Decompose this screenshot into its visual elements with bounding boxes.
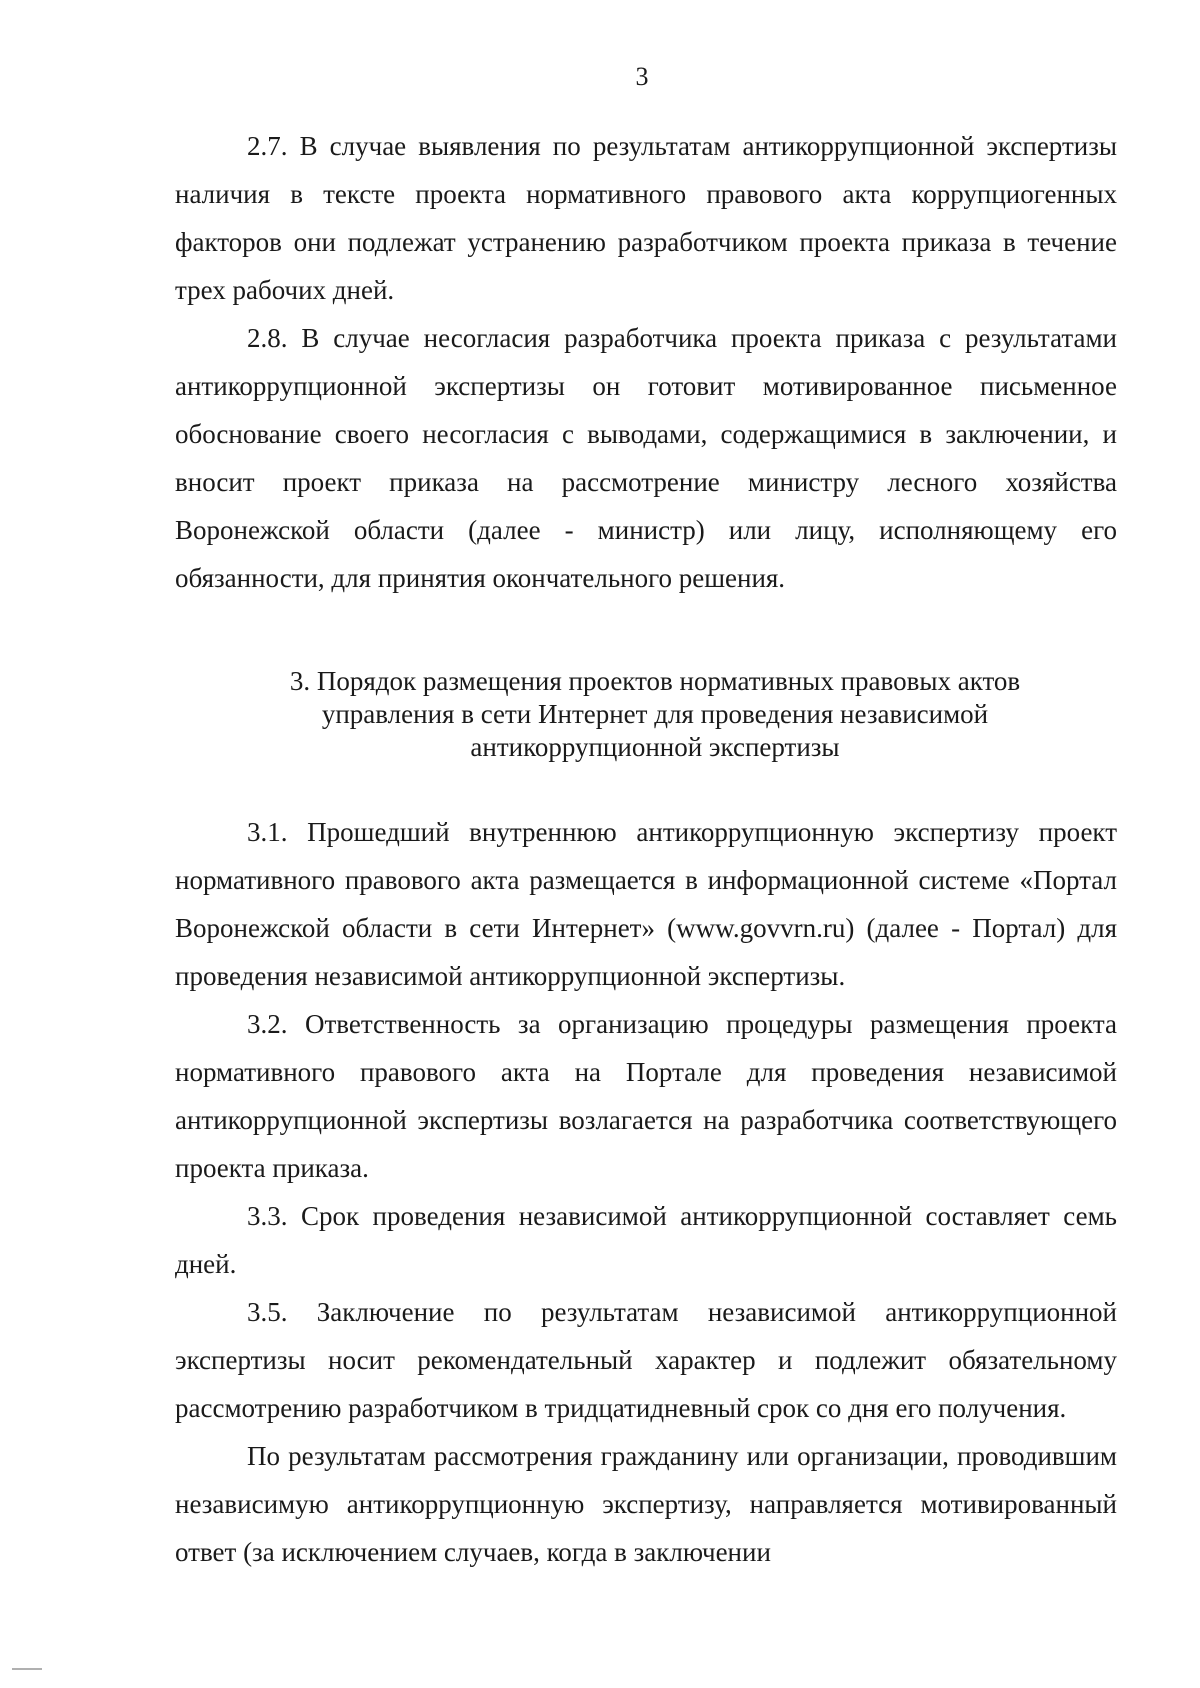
- paragraph-3-3: 3.3. Срок проведения независимой антикоррупционной составляет семь дней.: [175, 1201, 1117, 1279]
- section-2-text: [175, 122, 1117, 602]
- heading-line-2: управления в сети Интернет для проведения независимой: [321, 699, 989, 729]
- paragraph-2-7: 2.7. В случае выявления по результатам антикоррупционной экспертизы наличия в тексте проекта нормативного правового акта коррупциогенных факторов они подлежат устранению разработчиком проекта приказа в течение трех рабочих дней.: [175, 131, 1117, 305]
- paragraph-response: По результатам рассмотрения гражданину или организации, проводившим независимую антикоррупционную экспертизу, направляется мотивированный ответ (за исключением случаев, когда в заключении: [175, 1441, 1117, 1567]
- paragraph-3-5: 3.5. Заключение по результатам независимой антикоррупционной экспертизы носит рекомендательный характер и подлежит обязательному рассмотрению разработчиком в тридцатидневный срок со дня его получения.: [175, 1297, 1117, 1423]
- section-3-heading: [215, 665, 1095, 764]
- paragraph-3-1: 3.1. Прошедший внутреннюю антикоррупционную экспертизу проект нормативного правового акта размещается в информационной системе «Портал Воронежской области в сети Интернет» (www.govvrn.ru) (далее - Портал) для проведения независимой антикоррупционной экспертизы.: [175, 817, 1117, 991]
- paragraph-3-2: 3.2. Ответственность за организацию процедуры размещения проекта нормативного правового акта на Портале для проведения независимой антикоррупционной экспертизы возлагается на разработчика соответствующего проекта приказа.: [175, 1009, 1117, 1183]
- heading-line-3: антикоррупционной экспертизы: [470, 732, 840, 762]
- paragraph-2-8: 2.8. В случае несогласия разработчика проекта приказа с результатами антикоррупционной экспертизы он готовит мотивированное письменное обоснование своего несогласия с выводами, содержащимися в заключении, и вносит проект приказа на рассмотрение министру лесного хозяйства Воронежской области (далее - министр) или лицу, исполняющему его обязанности, для принятия окончательного решения.: [175, 323, 1117, 593]
- scan-artifact-mark: [12, 1668, 42, 1670]
- page-number: 3: [635, 62, 649, 91]
- heading-line-1: 3. Порядок размещения проектов нормативных правовых актов: [289, 666, 1021, 696]
- section-3-text: [175, 808, 1117, 1576]
